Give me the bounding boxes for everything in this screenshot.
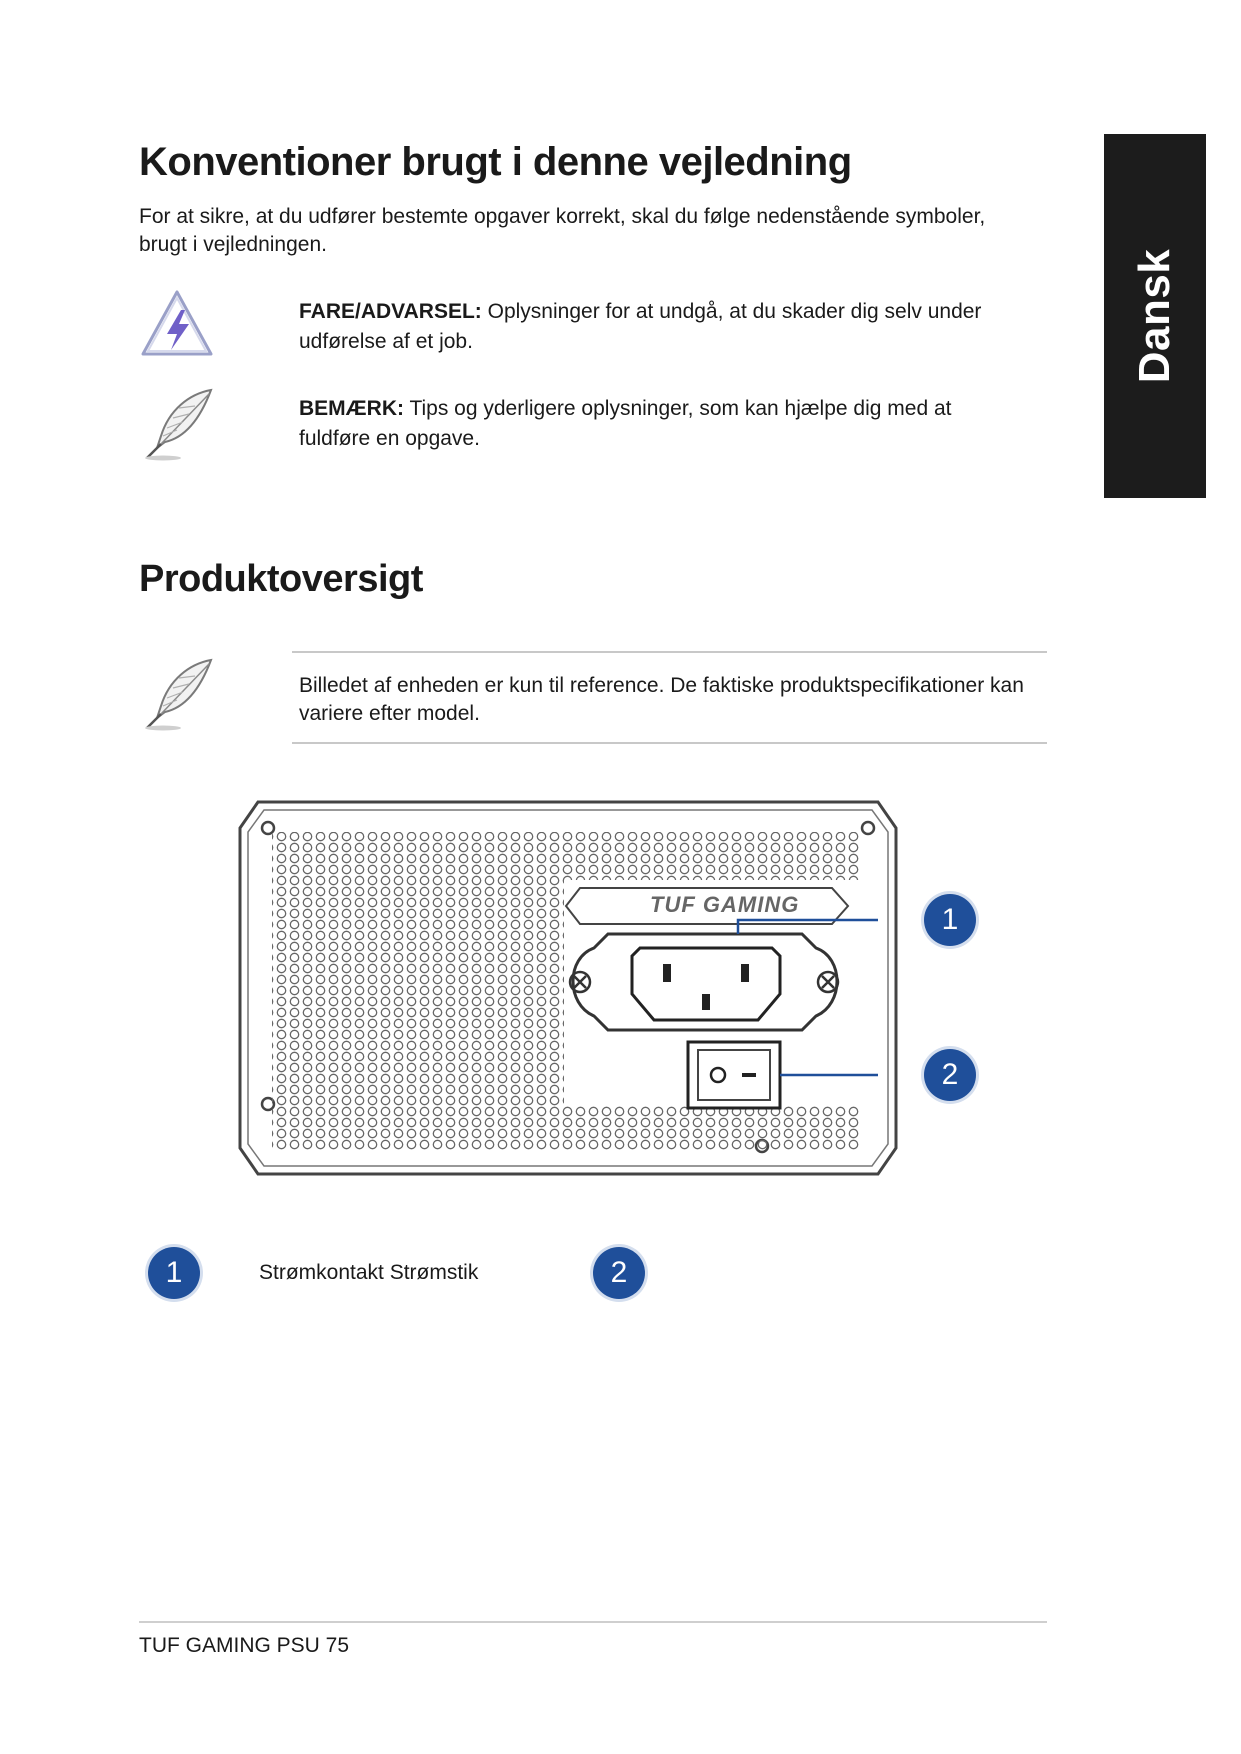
overview-heading: Produktoversigt [139, 558, 423, 600]
conventions-heading: Konventioner brugt i denne vejledning [139, 140, 852, 184]
legend-badge-2: 2 [593, 1247, 645, 1299]
warning-triangle-icon [139, 288, 215, 360]
conventions-intro-line1: For at sikre, at du udfører bestemte opgaver korrekt, skal du følge nedenstående symboler, [139, 205, 986, 228]
overview-note-line1: Billedet af enheden er kun til reference. De faktiske produktspecifikationer kan [299, 674, 1024, 697]
note-top-rule [292, 651, 1047, 653]
warning-text-line2: udførelse af et job. [299, 330, 473, 353]
warning-text-line1: Oplysninger for at undgå, at du skader dig selv under [481, 300, 982, 323]
note-text-line2: fuldføre en opgave. [299, 427, 480, 450]
footer-text: TUF GAMING PSU 75 [139, 1634, 350, 1657]
callout-badge-1: 1 [924, 894, 976, 946]
overview-note [299, 672, 1059, 728]
feather-pen-icon [139, 656, 219, 732]
conventions-intro-line2: brugt i vejledningen. [139, 233, 327, 256]
footer-rule [139, 1621, 1047, 1623]
note-label: BEMÆRK: [299, 397, 404, 420]
language-tab-label: Dansk [1130, 248, 1179, 384]
legend-label-1: Strømkontakt Strømstik [259, 1261, 479, 1284]
callout-badge-2: 2 [924, 1049, 976, 1101]
tuf-gaming-logo: TUF GAMING [650, 892, 800, 917]
note-bottom-rule [292, 742, 1047, 744]
note-text [299, 394, 1059, 454]
conventions-intro [139, 203, 1039, 259]
note-text-line1: Tips og yderligere oplysninger, som kan hjælpe dig med at [404, 397, 952, 420]
language-tab [1104, 134, 1206, 498]
overview-note-line2: variere efter model. [299, 702, 480, 725]
warning-text [299, 297, 1059, 357]
legend-badge-1: 1 [148, 1247, 200, 1299]
psu-back-panel-diagram [236, 798, 996, 1178]
feather-pen-icon [139, 386, 219, 462]
warning-label: FARE/ADVARSEL: [299, 300, 482, 323]
